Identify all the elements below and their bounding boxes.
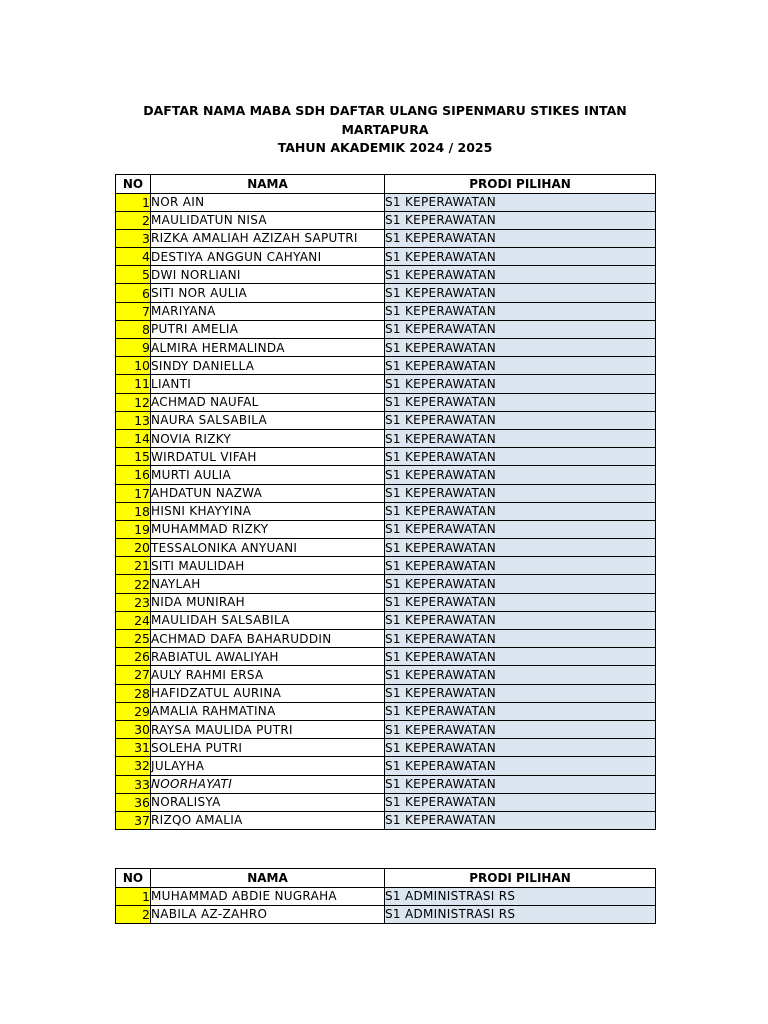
table-row: [116, 320, 656, 338]
table-row: [116, 411, 656, 429]
row-number: 23: [116, 593, 151, 611]
row-number: 7: [116, 302, 151, 320]
student-name: RIZKA AMALIAH AZIZAH SAPUTRI: [151, 229, 385, 247]
student-name: ACHMAD NAUFAL: [151, 393, 385, 411]
row-number: 12: [116, 393, 151, 411]
student-name: RIZQO AMALIA: [151, 811, 385, 829]
table-row: [116, 193, 656, 211]
table-header-row: [116, 175, 656, 194]
table-row: [116, 502, 656, 520]
table-row: [116, 375, 656, 393]
student-name: AMALIA RAHMATINA: [151, 702, 385, 720]
header-no: NO: [116, 869, 151, 888]
row-number: 33: [116, 775, 151, 793]
title-line-2: MARTAPURA: [341, 121, 429, 137]
study-program: S1 KEPERAWATAN: [385, 357, 656, 375]
student-name: MAULIDATUN NISA: [151, 211, 385, 229]
study-program: S1 KEPERAWATAN: [385, 775, 656, 793]
row-number: 25: [116, 630, 151, 648]
study-program: S1 KEPERAWATAN: [385, 411, 656, 429]
student-name: SITI MAULIDAH: [151, 557, 385, 575]
table-row: [116, 448, 656, 466]
table-row: [116, 757, 656, 775]
student-name: SITI NOR AULIA: [151, 284, 385, 302]
student-name: MUHAMMAD RIZKY: [151, 520, 385, 538]
table-row: [116, 393, 656, 411]
table-row: [116, 211, 656, 229]
header-prodi: PRODI PILIHAN: [385, 869, 656, 888]
row-number: 28: [116, 684, 151, 702]
study-program: S1 ADMINISTRASI RS: [385, 905, 656, 923]
student-name: AULY RAHMI ERSA: [151, 666, 385, 684]
study-program: S1 KEPERAWATAN: [385, 557, 656, 575]
student-name: NAYLAH: [151, 575, 385, 593]
table-row: [116, 684, 656, 702]
student-name: PUTRI AMELIA: [151, 320, 385, 338]
student-name: NOORHAYATI: [151, 775, 385, 793]
row-number: 1: [116, 193, 151, 211]
row-number: 14: [116, 429, 151, 447]
table-row: [116, 357, 656, 375]
study-program: S1 KEPERAWATAN: [385, 720, 656, 738]
study-program: S1 KEPERAWATAN: [385, 593, 656, 611]
row-number: 13: [116, 411, 151, 429]
row-number: 16: [116, 466, 151, 484]
study-program: S1 KEPERAWATAN: [385, 793, 656, 811]
row-number: 1: [116, 887, 151, 905]
row-number: 24: [116, 611, 151, 629]
row-number: 29: [116, 702, 151, 720]
student-name: SINDY DANIELLA: [151, 357, 385, 375]
study-program: S1 KEPERAWATAN: [385, 757, 656, 775]
row-number: 20: [116, 539, 151, 557]
table-row: [116, 466, 656, 484]
study-program: S1 KEPERAWATAN: [385, 666, 656, 684]
row-number: 15: [116, 448, 151, 466]
student-table-administrasi-rs: [115, 868, 656, 924]
student-name: WIRDATUL VIFAH: [151, 448, 385, 466]
document-title: [115, 102, 655, 158]
table-row: [116, 284, 656, 302]
study-program: S1 KEPERAWATAN: [385, 611, 656, 629]
table-body: [116, 887, 656, 923]
row-number: 2: [116, 905, 151, 923]
student-name: HAFIDZATUL AURINA: [151, 684, 385, 702]
study-program: S1 KEPERAWATAN: [385, 502, 656, 520]
table-row: [116, 429, 656, 447]
study-program: S1 KEPERAWATAN: [385, 811, 656, 829]
header-nama: NAMA: [151, 869, 385, 888]
student-name: MARIYANA: [151, 302, 385, 320]
study-program: S1 KEPERAWATAN: [385, 648, 656, 666]
study-program: S1 KEPERAWATAN: [385, 520, 656, 538]
study-program: S1 KEPERAWATAN: [385, 466, 656, 484]
row-number: 8: [116, 320, 151, 338]
student-name: TESSALONIKA ANYUANI: [151, 539, 385, 557]
table-header-row: [116, 869, 656, 888]
table-row: [116, 520, 656, 538]
student-name: NABILA AZ-ZAHRO: [151, 905, 385, 923]
row-number: 5: [116, 266, 151, 284]
study-program: S1 KEPERAWATAN: [385, 630, 656, 648]
table-row: [116, 229, 656, 247]
study-program: S1 KEPERAWATAN: [385, 248, 656, 266]
row-number: 26: [116, 648, 151, 666]
table-row: [116, 702, 656, 720]
student-name: SOLEHA PUTRI: [151, 739, 385, 757]
study-program: S1 KEPERAWATAN: [385, 266, 656, 284]
table-row: [116, 593, 656, 611]
header-nama: NAMA: [151, 175, 385, 194]
row-number: 11: [116, 375, 151, 393]
student-name: RAYSA MAULIDA PUTRI: [151, 720, 385, 738]
table-row: [116, 720, 656, 738]
row-number: 32: [116, 757, 151, 775]
row-number: 31: [116, 739, 151, 757]
student-name: NOVIA RIZKY: [151, 429, 385, 447]
student-name: JULAYHA: [151, 757, 385, 775]
study-program: S1 KEPERAWATAN: [385, 393, 656, 411]
study-program: S1 KEPERAWATAN: [385, 739, 656, 757]
student-name: DWI NORLIANI: [151, 266, 385, 284]
study-program: S1 KEPERAWATAN: [385, 448, 656, 466]
row-number: 3: [116, 229, 151, 247]
study-program: S1 KEPERAWATAN: [385, 702, 656, 720]
row-number: 6: [116, 284, 151, 302]
study-program: S1 KEPERAWATAN: [385, 539, 656, 557]
table-row: [116, 611, 656, 629]
student-name: ALMIRA HERMALINDA: [151, 339, 385, 357]
title-line-1: DAFTAR NAMA MABA SDH DAFTAR ULANG SIPENMARU STIKES INTAN: [143, 103, 627, 118]
study-program: S1 KEPERAWATAN: [385, 375, 656, 393]
student-name: NIDA MUNIRAH: [151, 593, 385, 611]
table-row: [116, 739, 656, 757]
table-row: [116, 557, 656, 575]
study-program: S1 ADMINISTRASI RS: [385, 887, 656, 905]
study-program: S1 KEPERAWATAN: [385, 429, 656, 447]
row-number: 21: [116, 557, 151, 575]
row-number: 37: [116, 811, 151, 829]
row-number: 30: [116, 720, 151, 738]
student-name: ACHMAD DAFA BAHARUDDIN: [151, 630, 385, 648]
study-program: S1 KEPERAWATAN: [385, 320, 656, 338]
table-row: [116, 630, 656, 648]
row-number: 22: [116, 575, 151, 593]
table-row: [116, 666, 656, 684]
study-program: S1 KEPERAWATAN: [385, 484, 656, 502]
student-name: LIANTI: [151, 375, 385, 393]
study-program: S1 KEPERAWATAN: [385, 193, 656, 211]
row-number: 2: [116, 211, 151, 229]
student-name: AHDATUN NAZWA: [151, 484, 385, 502]
student-name: RABIATUL AWALIYAH: [151, 648, 385, 666]
study-program: S1 KEPERAWATAN: [385, 575, 656, 593]
table-row: [116, 248, 656, 266]
row-number: 10: [116, 357, 151, 375]
student-name: HISNI KHAYYINA: [151, 502, 385, 520]
table-row: [116, 339, 656, 357]
student-name: NOR AIN: [151, 193, 385, 211]
table-row: [116, 539, 656, 557]
header-no: NO: [116, 175, 151, 194]
row-number: 17: [116, 484, 151, 502]
student-name: MUHAMMAD ABDIE NUGRAHA: [151, 887, 385, 905]
study-program: S1 KEPERAWATAN: [385, 684, 656, 702]
table-row: [116, 575, 656, 593]
row-number: 27: [116, 666, 151, 684]
row-number: 36: [116, 793, 151, 811]
table-row: [116, 793, 656, 811]
student-name: MURTI AULIA: [151, 466, 385, 484]
study-program: S1 KEPERAWATAN: [385, 229, 656, 247]
table-body: [116, 193, 656, 830]
row-number: 9: [116, 339, 151, 357]
table-row: [116, 302, 656, 320]
student-name: NAURA SALSABILA: [151, 411, 385, 429]
table-row: [116, 648, 656, 666]
row-number: 4: [116, 248, 151, 266]
study-program: S1 KEPERAWATAN: [385, 339, 656, 357]
study-program: S1 KEPERAWATAN: [385, 211, 656, 229]
table-row: [116, 887, 656, 905]
table-row: [116, 775, 656, 793]
study-program: S1 KEPERAWATAN: [385, 302, 656, 320]
student-name: DESTIYA ANGGUN CAHYANI: [151, 248, 385, 266]
title-line-3: TAHUN AKADEMIK 2024 / 2025: [277, 140, 493, 155]
table-row: [116, 266, 656, 284]
row-number: 18: [116, 502, 151, 520]
student-name: MAULIDAH SALSABILA: [151, 611, 385, 629]
table-row: [116, 811, 656, 829]
header-prodi: PRODI PILIHAN: [385, 175, 656, 194]
student-table-keperawatan: [115, 174, 656, 830]
table-row: [116, 905, 656, 923]
study-program: S1 KEPERAWATAN: [385, 284, 656, 302]
table-row: [116, 484, 656, 502]
row-number: 19: [116, 520, 151, 538]
student-name: NORALISYA: [151, 793, 385, 811]
